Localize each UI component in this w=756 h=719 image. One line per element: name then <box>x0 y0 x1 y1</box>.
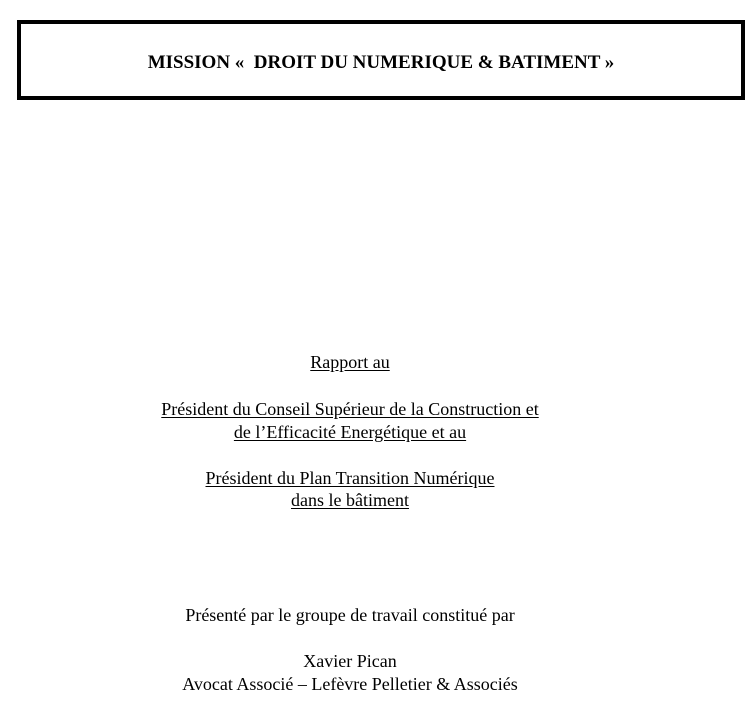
recipient1-line1: Président du Conseil Supérieur de la Construction et <box>161 399 539 419</box>
title-box <box>17 20 745 100</box>
report-heading: Rapport au <box>310 352 390 372</box>
recipient2-line1: Président du Plan Transition Numérique <box>205 468 495 488</box>
presented-intro: Présenté par le groupe de travail constitué par <box>185 605 515 625</box>
author-role: Avocat Associé – Lefèvre Pelletier & Associés <box>182 674 518 694</box>
document-title: MISSION « DROIT DU NUMERIQUE & BATIMENT » <box>147 52 615 73</box>
recipient1-line2: de l’Efficacité Energétique et au <box>233 422 467 442</box>
recipient2-line2: dans le bâtiment <box>291 490 409 510</box>
author-name: Xavier Pican <box>303 651 397 671</box>
